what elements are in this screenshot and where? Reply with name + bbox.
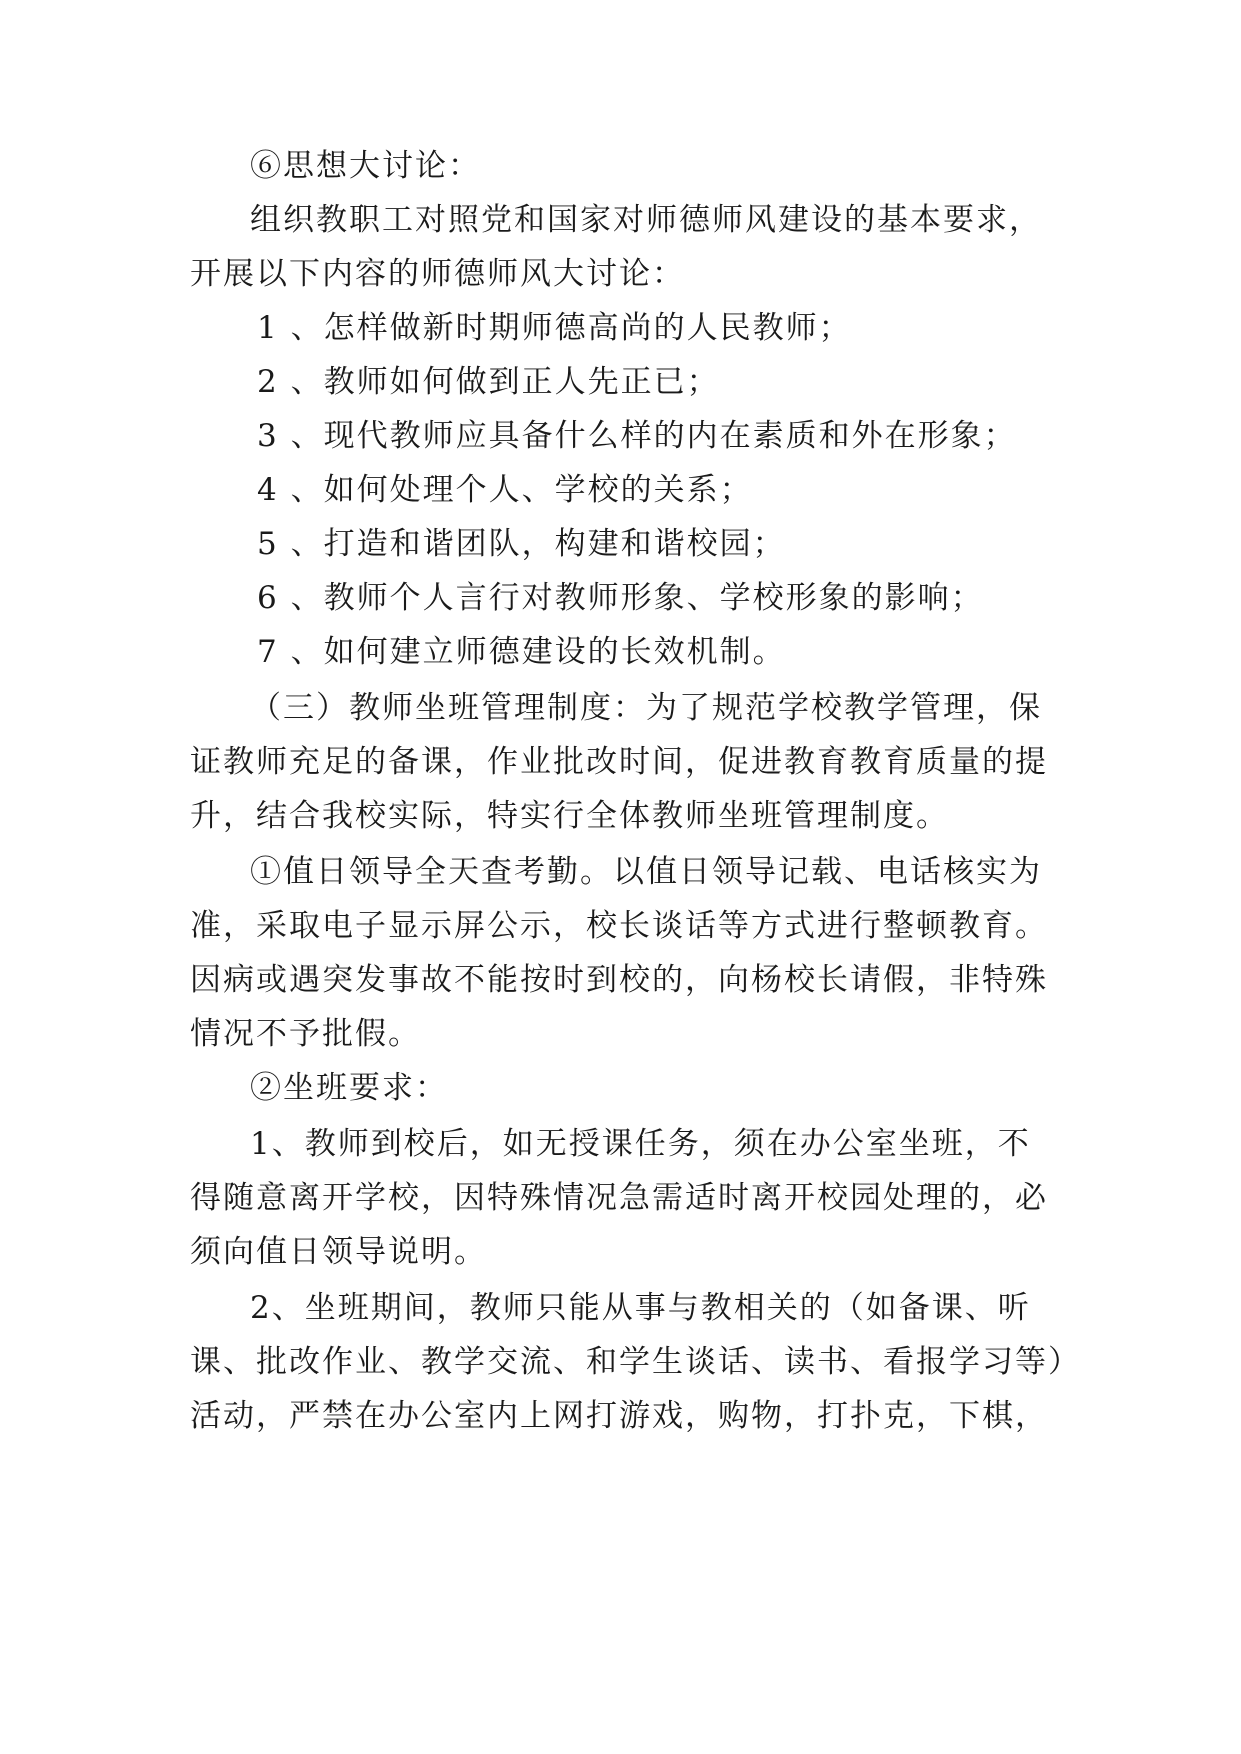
rule-1-line: ①值日领导全天查考勤。以值日领导记载、电话核实为 bbox=[250, 854, 1042, 890]
section-6-title: ⑥思想大讨论： bbox=[250, 148, 481, 184]
discussion-item: 5 、打造和谐团队，构建和谐校园； bbox=[257, 526, 786, 562]
requirement-2-line: 2、坐班期间，教师只能从事与教相关的（如备课、听 bbox=[250, 1290, 1031, 1326]
section-6-intro-line: 开展以下内容的师德师风大讨论： bbox=[190, 256, 685, 292]
section-6-intro-line: 组织教职工对照党和国家对师德师风建设的基本要求， bbox=[250, 202, 1042, 238]
discussion-item: 6 、教师个人言行对教师形象、学校形象的影响； bbox=[257, 580, 984, 616]
requirement-1-line: 须向值日领导说明。 bbox=[190, 1234, 487, 1270]
section-3-line: （三）教师坐班管理制度：为了规范学校教学管理，保 bbox=[250, 690, 1042, 726]
discussion-item: 4 、如何处理个人、学校的关系； bbox=[257, 472, 753, 508]
rule-1-line: 准，采取电子显示屏公示，校长谈话等方式进行整顿教育。 bbox=[190, 908, 1048, 944]
requirement-1-line: 1、教师到校后，如无授课任务，须在办公室坐班，不 bbox=[250, 1126, 1031, 1162]
discussion-item: 2 、教师如何做到正人先正已； bbox=[257, 364, 720, 400]
section-3-line: 升，结合我校实际，特实行全体教师坐班管理制度。 bbox=[190, 798, 949, 834]
requirement-2-line: 课、批改作业、教学交流、和学生谈话、读书、看报学习等） bbox=[190, 1344, 1081, 1380]
requirement-2-line: 活动，严禁在办公室内上网打游戏，购物，打扑克，下棋， bbox=[190, 1398, 1048, 1434]
discussion-item: 3 、现代教师应具备什么样的内在素质和外在形象； bbox=[257, 418, 1017, 454]
section-3-line: 证教师充足的备课，作业批改时间，促进教育教育质量的提 bbox=[190, 744, 1048, 780]
rule-1-line: 情况不予批假。 bbox=[190, 1016, 421, 1052]
discussion-item: 7 、如何建立师德建设的长效机制。 bbox=[257, 634, 786, 670]
rule-1-line: 因病或遇突发事故不能按时到校的，向杨校长请假，非特殊 bbox=[190, 962, 1048, 998]
rule-2-title: ②坐班要求： bbox=[250, 1070, 448, 1106]
requirement-1-line: 得随意离开学校，因特殊情况急需适时离开校园处理的，必 bbox=[190, 1180, 1048, 1216]
discussion-item: 1 、怎样做新时期师德高尚的人民教师； bbox=[257, 310, 852, 346]
